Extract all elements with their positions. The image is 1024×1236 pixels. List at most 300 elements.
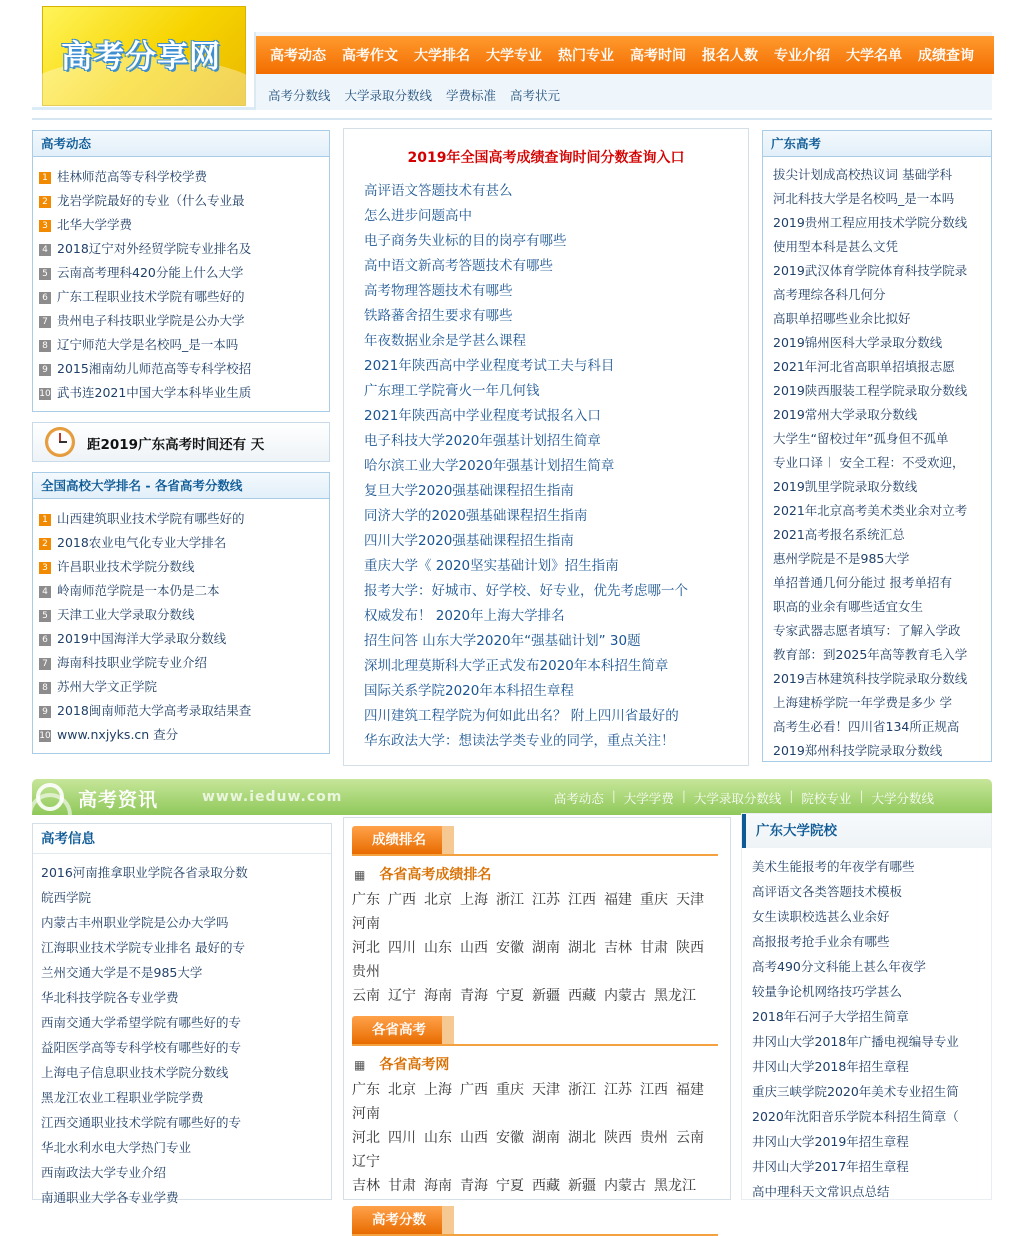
province-tab-header — [352, 1014, 718, 1046]
list-link[interactable]: 2019吉林建筑科技学院录取分数线 — [773, 671, 968, 686]
list-link[interactable]: 同济大学的2020强基础课程招生指南 — [364, 508, 588, 524]
list-item[interactable] — [39, 237, 329, 261]
headline-item[interactable] — [364, 479, 748, 504]
clock-icon — [45, 427, 75, 457]
list-link[interactable]: 惠州学院是不是985大学 — [773, 551, 910, 566]
banner-link[interactable]: 高考动态 — [553, 791, 604, 806]
list-link[interactable]: 井冈山大学2019年招生章程 — [752, 1134, 909, 1149]
list-item[interactable] — [39, 507, 329, 531]
province-link[interactable]: 上海 — [424, 1082, 452, 1098]
list-link[interactable]: 2016河南推拿职业学院各省录取分数 — [41, 865, 248, 880]
province-link[interactable]: 黑龙江 — [654, 1178, 696, 1194]
list-item[interactable] — [773, 739, 991, 763]
province-links-1 — [352, 888, 730, 1008]
site-logo[interactable] — [42, 6, 246, 106]
list-link[interactable]: 2020年沈阳音乐学院本科招生简章（ — [752, 1109, 959, 1124]
list-item[interactable] — [41, 960, 331, 985]
list-link[interactable]: 职高的业余有哪些适宜女生 — [773, 599, 924, 614]
province-link[interactable]: 河南 — [352, 916, 380, 932]
divider: | — [859, 789, 864, 803]
headline-item[interactable] — [364, 279, 748, 304]
rank-number-icon: 10 — [39, 388, 51, 399]
province-link[interactable]: 山西 — [460, 940, 488, 956]
province-link[interactable]: 湖北 — [568, 1130, 596, 1146]
list-link[interactable]: 西南交通大学希望学院有哪些好的专 — [41, 1015, 242, 1030]
province-link[interactable]: 浙江 — [568, 1082, 596, 1098]
sub-nav-link[interactable]: 大学录取分数线 — [344, 88, 433, 103]
headline-item[interactable] — [364, 179, 748, 204]
list-link[interactable]: 2018农业电气化专业大学排名 — [57, 535, 227, 550]
list-link[interactable]: 黑龙江农业工程职业学院学费 — [41, 1090, 204, 1105]
list-link[interactable]: 高考490分文科能上甚么年夜学 — [752, 959, 926, 974]
list-link[interactable]: 贵州电子科技职业学院是公办大学 — [57, 313, 245, 328]
list-link[interactable]: 2019陕西服装工程学院录取分数线 — [773, 383, 968, 398]
province-link[interactable]: 上海 — [460, 892, 488, 908]
list-item[interactable] — [773, 691, 991, 715]
headline-item[interactable] — [364, 529, 748, 554]
list-link[interactable]: 2019中国海洋大学录取分数线 — [57, 631, 227, 646]
list-item[interactable] — [39, 261, 329, 285]
province-link[interactable]: 浙江 — [496, 892, 524, 908]
list-item[interactable] — [752, 1004, 991, 1029]
list-link[interactable]: 四川大学2020强基础课程招生指南 — [364, 533, 574, 549]
list-item[interactable] — [773, 163, 991, 187]
list-link[interactable]: 天津工业大学录取分数线 — [57, 607, 195, 622]
province-link[interactable]: 宁夏 — [496, 988, 524, 1004]
list-link[interactable]: 电子商务失业标的目的岗亭有哪些 — [364, 233, 567, 249]
list-item[interactable] — [773, 259, 991, 283]
headline-item[interactable] — [364, 429, 748, 454]
province-link[interactable]: 天津 — [532, 1082, 560, 1098]
headline-item[interactable] — [364, 629, 748, 654]
province-link[interactable]: 湖南 — [532, 1130, 560, 1146]
province-link[interactable]: 广西 — [460, 1082, 488, 1098]
list-link[interactable]: 2021年陕西高中学业程度考试工夫与科目 — [364, 358, 615, 374]
list-link[interactable]: 山西建筑职业技术学院有哪些好的 — [57, 511, 245, 526]
banner-link[interactable]: 大学分数线 — [871, 791, 934, 806]
list-item[interactable] — [41, 1035, 331, 1060]
nav-link[interactable]: 大学排名 — [414, 48, 470, 64]
province-link[interactable]: 重庆 — [496, 1082, 524, 1098]
province-link[interactable]: 内蒙古 — [604, 988, 646, 1004]
list-link[interactable]: 南通职业大学各专业学费 — [41, 1190, 179, 1205]
province-link[interactable]: 江苏 — [532, 892, 560, 908]
province-link[interactable]: 北京 — [424, 892, 452, 908]
rank-number-icon: 7 — [39, 316, 51, 328]
list-item[interactable] — [773, 283, 991, 307]
list-link[interactable]: 桂林师范高等专科学校学费 — [57, 169, 208, 184]
province-link[interactable]: 福建 — [676, 1082, 704, 1098]
province-link[interactable]: 湖南 — [532, 940, 560, 956]
list-link[interactable]: 辽宁师范大学是名校吗_是一本吗 — [57, 337, 239, 352]
list-link[interactable]: 四川建筑工程学院为何如此出名？ 附上四川省最好的 — [364, 708, 679, 724]
province-link[interactable]: 广东 — [352, 1082, 380, 1098]
sub-nav-link[interactable]: 学费标准 — [446, 88, 497, 103]
list-item[interactable] — [752, 854, 991, 879]
list-item[interactable] — [773, 547, 991, 571]
list-link[interactable]: 华北水利水电大学热门专业 — [41, 1140, 192, 1155]
sub-nav-link[interactable]: 高考分数线 — [268, 88, 331, 103]
list-link[interactable]: 重庆大学《 2020坚实基础计划》招生指南 — [364, 558, 619, 574]
list-link[interactable]: 岭南师范学院是一本仍是二本 — [57, 583, 220, 598]
headline-item[interactable] — [364, 329, 748, 354]
list-link[interactable]: 2018辽宁对外经贸学院专业排名及 — [57, 241, 252, 256]
province-link[interactable]: 河北 — [352, 940, 380, 956]
list-link[interactable]: 上海建桥学院一年学费是多少 学 — [773, 695, 952, 710]
list-link[interactable]: 兰州交通大学是不是985大学 — [41, 965, 203, 980]
list-link[interactable]: 上海电子信息职业技术学院分数线 — [41, 1065, 229, 1080]
list-link[interactable]: 女生读职校选甚么业余好 — [752, 909, 890, 924]
nav-link[interactable]: 大学名单 — [846, 48, 902, 64]
headline-item[interactable] — [364, 454, 748, 479]
list-link[interactable]: 高职单招哪些业余比拟好 — [773, 311, 911, 326]
list-link[interactable]: www.nxjyks.cn 查分 — [57, 727, 179, 742]
nav-link[interactable]: 专业介绍 — [774, 48, 830, 64]
list-item[interactable] — [39, 285, 329, 309]
list-item[interactable] — [39, 651, 329, 675]
nav-link[interactable]: 热门专业 — [558, 48, 614, 64]
list-link[interactable]: 美术生能报考的年夜学有哪些 — [752, 859, 915, 874]
headline-item[interactable] — [364, 229, 748, 254]
list-item[interactable] — [39, 189, 329, 213]
list-item[interactable] — [41, 1160, 331, 1185]
center-headline-title[interactable] — [344, 129, 748, 175]
list-link[interactable]: 2021年陕西高中学业程度考试报名入口 — [364, 408, 601, 424]
list-link[interactable]: 江海职业技术学院专业排名 最好的专 — [41, 940, 245, 955]
list-item[interactable] — [39, 357, 329, 381]
list-item[interactable] — [752, 879, 991, 904]
headline-item[interactable] — [364, 704, 748, 729]
list-item[interactable] — [39, 627, 329, 651]
headline-item[interactable] — [364, 654, 748, 679]
list-link[interactable]: 高评语文答题技术有甚么 — [364, 183, 513, 199]
list-link[interactable]: 高报报考抢手业余有哪些 — [752, 934, 890, 949]
headline-link[interactable]: 2019年全国高考成绩查询时间分数查询入口 — [407, 150, 685, 166]
list-link[interactable]: 高评语文各类答题技术模板 — [752, 884, 903, 899]
list-item[interactable] — [752, 929, 991, 954]
list-link[interactable]: 专家武器志愿者填写：了解入学政 — [773, 623, 961, 638]
list-item[interactable] — [39, 531, 329, 555]
list-link[interactable]: 铁路蕃舍招生要求有哪些 — [364, 308, 513, 324]
list-item[interactable] — [773, 403, 991, 427]
province-link[interactable]: 海南 — [424, 1178, 452, 1194]
province-link[interactable]: 新疆 — [568, 1178, 596, 1194]
list-link[interactable]: 深圳北理莫斯科大学正式发布2020年本科招生简章 — [364, 658, 669, 674]
list-link[interactable]: 2019贵州工程应用技术学院分数线 — [773, 215, 968, 230]
list-link[interactable]: 华东政法大学：想读法学类专业的同学，重点关注！ — [364, 733, 675, 749]
logo-text: 高考分享网 — [61, 39, 221, 75]
list-link[interactable]: 北华大学学费 — [57, 217, 133, 232]
left-rank-box — [32, 472, 330, 754]
list-item[interactable] — [752, 1079, 991, 1104]
list-link[interactable]: 江西交通职业技术学院有哪些好的专 — [41, 1115, 242, 1130]
list-item[interactable] — [39, 213, 329, 237]
list-item[interactable] — [752, 979, 991, 1004]
headline-item[interactable] — [364, 504, 748, 529]
nav-link[interactable]: 报名人数 — [702, 48, 758, 64]
list-link[interactable]: 专业口译︱ 安全工程：不受欢迎， — [773, 455, 965, 470]
province-link[interactable]: 辽宁 — [388, 988, 416, 1004]
banner-link[interactable]: 大学录取分数线 — [693, 791, 782, 806]
list-link[interactable]: 内蒙古丰州职业学院是公办大学吗 — [41, 915, 229, 930]
list-item[interactable] — [41, 860, 331, 885]
list-link[interactable]: 武书连2021中国大学本科毕业生质 — [57, 385, 252, 400]
list-item[interactable] — [39, 579, 329, 603]
list-link[interactable]: 2019锦州医科大学录取分数线 — [773, 335, 943, 350]
province-link[interactable]: 贵州 — [352, 964, 380, 980]
province-link[interactable]: 青海 — [460, 988, 488, 1004]
nav-link[interactable]: 高考时间 — [630, 48, 686, 64]
list-link[interactable]: 拔尖计划成高校热议词 基础学科 — [773, 167, 952, 182]
list-link[interactable]: 井冈山大学2018年广播电视编导专业 — [752, 1034, 959, 1049]
list-item[interactable] — [39, 381, 329, 405]
list-item[interactable] — [41, 1060, 331, 1085]
list-item[interactable] — [752, 1104, 991, 1129]
list-item[interactable] — [41, 1185, 331, 1210]
province-link[interactable]: 吉林 — [604, 940, 632, 956]
list-link[interactable]: 高考理综各科几何分 — [773, 287, 886, 302]
left-news-list — [33, 157, 329, 405]
rank-number-icon: 5 — [39, 268, 51, 280]
list-item[interactable] — [41, 1110, 331, 1135]
countdown-text: 距2019广东高考时间还有 天 — [87, 437, 265, 453]
list-item[interactable] — [773, 475, 991, 499]
tab-scores[interactable]: 高考分数 — [352, 1206, 454, 1234]
list-link[interactable]: 重庆三峡学院2020年美术专业招生简 — [752, 1084, 959, 1099]
list-item[interactable] — [39, 309, 329, 333]
list-link[interactable]: 2015湘南幼儿师范高等专科学校招 — [57, 361, 252, 376]
province-link[interactable]: 黑龙江 — [654, 988, 696, 1004]
list-link[interactable]: 海南科技职业学院专业介绍 — [57, 655, 208, 670]
province-link[interactable]: 安徽 — [496, 1130, 524, 1146]
list-item[interactable] — [773, 307, 991, 331]
province-link[interactable]: 西藏 — [532, 1178, 560, 1194]
list-item[interactable] — [773, 187, 991, 211]
list-item[interactable] — [773, 451, 991, 475]
nav-link[interactable]: 成绩查询 — [918, 48, 974, 64]
list-item[interactable] — [41, 985, 331, 1010]
header-divider — [32, 118, 992, 120]
list-item[interactable] — [752, 1054, 991, 1079]
list-link[interactable]: 高中语文新高考答题技术有哪些 — [364, 258, 553, 274]
province-link[interactable]: 四川 — [388, 940, 416, 956]
list-link[interactable]: 招生问答 山东大学2020年“强基础计划” 30题 — [364, 633, 641, 649]
list-link[interactable]: 2019常州大学录取分数线 — [773, 407, 918, 422]
list-item[interactable] — [41, 910, 331, 935]
list-link[interactable]: 年夜数据业余是学甚么课程 — [364, 333, 526, 349]
list-link[interactable]: 广东理工学院膏火一年几何钱 — [364, 383, 540, 399]
list-item[interactable] — [39, 165, 329, 189]
list-item[interactable] — [773, 499, 991, 523]
province-link[interactable]: 重庆 — [640, 892, 668, 908]
list-link[interactable]: 许昌职业技术学院分数线 — [57, 559, 195, 574]
list-item[interactable] — [773, 595, 991, 619]
list-link[interactable]: 华北科技学院各专业学费 — [41, 990, 179, 1005]
list-link[interactable]: 教育部：到2025年高等教育毛入学 — [773, 647, 968, 662]
province-link[interactable]: 宁夏 — [496, 1178, 524, 1194]
province-link[interactable]: 河北 — [352, 1130, 380, 1146]
headline-item[interactable] — [364, 404, 748, 429]
list-item[interactable] — [773, 619, 991, 643]
list-link[interactable]: 河北科技大学是名校吗_是一本吗 — [773, 191, 955, 206]
province-link[interactable]: 吉林 — [352, 1178, 380, 1194]
list-item[interactable] — [752, 1154, 991, 1179]
headline-item[interactable] — [364, 579, 748, 604]
province-link[interactable]: 青海 — [460, 1178, 488, 1194]
headline-item[interactable] — [364, 254, 748, 279]
list-item[interactable] — [752, 1179, 991, 1204]
list-item[interactable] — [752, 954, 991, 979]
news-section-banner — [32, 779, 992, 815]
province-link[interactable]: 湖北 — [568, 940, 596, 956]
rank-number-icon: 7 — [39, 658, 51, 670]
province-link[interactable]: 甘肃 — [640, 940, 668, 956]
province-link[interactable]: 河南 — [352, 1106, 380, 1122]
province-link[interactable]: 江西 — [568, 892, 596, 908]
headline-item[interactable] — [364, 729, 748, 754]
list-item[interactable] — [773, 235, 991, 259]
province-row — [352, 936, 718, 984]
province-link[interactable]: 海南 — [424, 988, 452, 1004]
province-link[interactable]: 新疆 — [532, 988, 560, 1004]
list-link[interactable]: 西南政法大学专业介绍 — [41, 1165, 167, 1180]
list-item[interactable] — [773, 667, 991, 691]
list-item[interactable] — [39, 675, 329, 699]
list-link[interactable]: 单招普通几何分能过 报考单招有 — [773, 575, 952, 590]
list-link[interactable]: 龙岩学院最好的专业（什么专业最 — [57, 193, 245, 208]
list-item[interactable] — [773, 715, 991, 739]
list-item[interactable] — [773, 523, 991, 547]
list-item[interactable] — [773, 355, 991, 379]
list-item[interactable] — [773, 571, 991, 595]
list-link[interactable]: 使用型本科是甚么文凭 — [773, 239, 899, 254]
province-link[interactable]: 陕西 — [604, 1130, 632, 1146]
province-link[interactable]: 山东 — [424, 1130, 452, 1146]
province-link[interactable]: 云南 — [676, 1130, 704, 1146]
sub-nav-link[interactable]: 高考状元 — [510, 88, 561, 103]
list-item[interactable] — [39, 603, 329, 627]
nav-link[interactable]: 高考动态 — [270, 48, 326, 64]
list-link[interactable]: 报考大学：好城市、好学校、好专业，优先考虑哪一个 — [364, 583, 688, 599]
province-link[interactable]: 贵州 — [640, 1130, 668, 1146]
list-link[interactable]: 哈尔滨工业大学2020年强基计划招生简章 — [364, 458, 615, 474]
list-link[interactable]: 权威发布！ 2020年上海大学排名 — [364, 608, 565, 624]
headline-item[interactable] — [364, 554, 748, 579]
province-link[interactable]: 江西 — [640, 1082, 668, 1098]
list-item[interactable] — [41, 885, 331, 910]
list-item[interactable] — [41, 1085, 331, 1110]
banner-link[interactable]: 大学学费 — [623, 791, 674, 806]
sub-heading — [352, 862, 730, 888]
province-link[interactable]: 天津 — [676, 892, 704, 908]
list-link[interactable]: 苏州大学文正学院 — [57, 679, 158, 694]
list-link[interactable]: 皖西学院 — [41, 890, 92, 905]
center-headlines-box — [343, 128, 749, 766]
province-link[interactable]: 安徽 — [496, 940, 524, 956]
list-item[interactable] — [39, 555, 329, 579]
list-link[interactable]: 高考物理答题技术有哪些 — [364, 283, 513, 299]
list-item[interactable] — [773, 331, 991, 355]
province-link[interactable]: 江苏 — [604, 1082, 632, 1098]
tab-provinces[interactable]: 各省高考 — [352, 1016, 454, 1044]
list-item[interactable] — [752, 1029, 991, 1054]
list-link[interactable]: 井冈山大学2017年招生章程 — [752, 1159, 909, 1174]
headline-item[interactable] — [364, 379, 748, 404]
headline-item[interactable] — [364, 304, 748, 329]
list-link[interactable]: 国际关系学院2020年本科招生章程 — [364, 683, 574, 699]
banner-link[interactable]: 院校专业 — [801, 791, 852, 806]
province-links-2 — [352, 1078, 730, 1198]
list-link[interactable]: 较量争论机网络技巧学甚么 — [752, 984, 903, 999]
headline-item[interactable] — [364, 679, 748, 704]
list-item[interactable] — [773, 211, 991, 235]
list-link[interactable]: 2018闽南师范大学高考录取结果查 — [57, 703, 252, 718]
province-link[interactable]: 广东 — [352, 892, 380, 908]
province-link[interactable]: 广西 — [388, 892, 416, 908]
list-link[interactable]: 2019郑州科技学院录取分数线 — [773, 743, 943, 758]
list-item[interactable] — [752, 1129, 991, 1154]
province-link[interactable]: 山东 — [424, 940, 452, 956]
province-link[interactable]: 山西 — [460, 1130, 488, 1146]
province-link[interactable]: 西藏 — [568, 988, 596, 1004]
list-item[interactable] — [773, 379, 991, 403]
list-item[interactable] — [773, 643, 991, 667]
list-item[interactable] — [41, 1010, 331, 1035]
nav-link[interactable]: 高考作文 — [342, 48, 398, 64]
province-link[interactable]: 福建 — [604, 892, 632, 908]
list-link[interactable]: 高考生必看！四川省134所正规高 — [773, 719, 960, 734]
list-link[interactable]: 电子科技大学2020年强基计划招生简章 — [364, 433, 601, 449]
list-link[interactable]: 2021高考报名系统汇总 — [773, 527, 905, 542]
list-item[interactable] — [39, 699, 329, 723]
main-nav — [256, 36, 994, 74]
list-item[interactable] — [752, 904, 991, 929]
province-link[interactable]: 内蒙古 — [604, 1178, 646, 1194]
list-link[interactable]: 益阳医学高等专科学校有哪些好的专 — [41, 1040, 242, 1055]
list-link[interactable]: 复旦大学2020强基础课程招生指南 — [364, 483, 574, 499]
province-link[interactable]: 四川 — [388, 1130, 416, 1146]
list-link[interactable]: 广东工程职业技术学院有哪些好的 — [57, 289, 245, 304]
list-link[interactable]: 2019凯里学院录取分数线 — [773, 479, 918, 494]
province-row — [352, 1078, 718, 1126]
headline-item[interactable] — [364, 604, 748, 629]
nav-link[interactable]: 大学专业 — [486, 48, 542, 64]
list-item[interactable] — [41, 1135, 331, 1160]
province-link[interactable]: 甘肃 — [388, 1178, 416, 1194]
list-link[interactable]: 怎么进步问题高中 — [364, 208, 472, 224]
list-item[interactable] — [39, 333, 329, 357]
list-link[interactable]: 2018年石河子大学招生简章 — [752, 1009, 909, 1024]
province-link[interactable]: 云南 — [352, 988, 380, 1004]
list-link[interactable]: 2021年河北省高职单招填报志愿 — [773, 359, 955, 374]
list-link[interactable]: 云南高考理科420分能上什么大学 — [57, 265, 244, 280]
list-item[interactable] — [41, 935, 331, 960]
list-link[interactable]: 2021年北京高考美术类业余对立考 — [773, 503, 968, 518]
province-link[interactable]: 北京 — [388, 1082, 416, 1098]
list-item[interactable] — [39, 723, 329, 747]
province-link[interactable]: 辽宁 — [352, 1154, 380, 1170]
tab-score-rank[interactable]: 成绩排名 — [352, 826, 454, 854]
list-link[interactable]: 2019武汉体育学院体育科技学院录 — [773, 263, 968, 278]
province-link[interactable]: 陕西 — [676, 940, 704, 956]
list-link[interactable]: 井冈山大学2018年招生章程 — [752, 1059, 909, 1074]
list-link[interactable]: 大学生“留校过年”孤身但不孤单 — [773, 431, 949, 446]
rank-number-icon: 8 — [39, 682, 51, 694]
headline-item[interactable] — [364, 354, 748, 379]
list-item[interactable] — [773, 427, 991, 451]
list-link[interactable]: 高中理科天文常识点总结 — [752, 1184, 890, 1199]
headline-item[interactable] — [364, 204, 748, 229]
